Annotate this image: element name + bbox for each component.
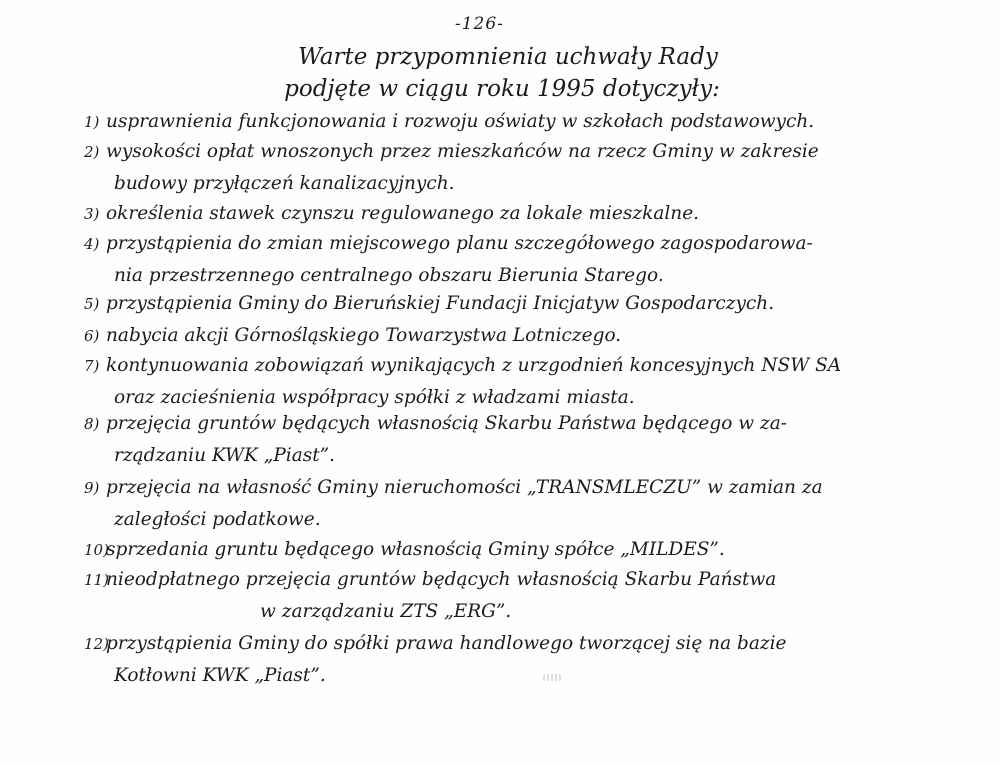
item-number: 12) xyxy=(84,635,109,653)
item-text: określenia stawek czynszu regulowanego za lokale mieszkalne. xyxy=(106,203,700,224)
list-item-1 xyxy=(84,106,924,138)
item-text: nieodpłatnego przejęcia gruntów będących własnością Skarbu Państwa xyxy=(106,569,777,590)
item-number: 4) xyxy=(84,235,100,253)
item-text-continued: budowy przyłączeń kanalizacyjnych. xyxy=(114,173,455,194)
item-text: przystąpienia Gminy do spółki prawa handlowego tworzącej się na bazie xyxy=(106,633,787,654)
item-text: przystąpienia do zmian miejscowego planu szczegółowego zagospodarowa- xyxy=(106,233,813,254)
item-text-continued: Kotłowni KWK „Piast”. xyxy=(114,665,326,686)
list-item-11 xyxy=(84,564,924,628)
list-item-12 xyxy=(84,628,924,692)
list-item-7 xyxy=(84,350,924,414)
list-item-10 xyxy=(84,534,924,566)
item-number: 1) xyxy=(84,113,100,131)
item-text: usprawnienia funkcjonowania i rozwoju oświaty w szkołach podstawowych. xyxy=(106,111,815,132)
list-item-6 xyxy=(84,320,924,352)
list-item-4 xyxy=(84,228,924,292)
item-text: przejęcia gruntów będących własnością Skarbu Państwa będącego w za- xyxy=(106,413,787,434)
item-text-continued: oraz zacieśnienia współpracy spółki z władzami miasta. xyxy=(114,387,635,408)
item-text: przejęcia na własność Gminy nieruchomości „TRANSMLECZU” w zamian za xyxy=(106,477,823,498)
item-number: 7) xyxy=(84,357,100,375)
document-title-line-1: Warte przypomnienia uchwały Rady xyxy=(298,44,718,70)
faint-stamp-mark xyxy=(543,674,563,681)
item-number: 2) xyxy=(84,143,100,161)
document-title-line-2: podjęte w ciągu roku 1995 dotyczyły: xyxy=(284,76,720,102)
page-number: -126- xyxy=(455,14,504,34)
item-number: 8) xyxy=(84,415,100,433)
list-item-2 xyxy=(84,136,924,200)
list-item-5 xyxy=(84,288,924,320)
item-text: przystąpienia Gminy do Bieruńskiej Fundacji Inicjatyw Gospodarczych. xyxy=(106,293,775,314)
list-item-3 xyxy=(84,198,924,230)
item-number: 9) xyxy=(84,479,100,497)
item-text-continued: zaległości podatkowe. xyxy=(114,509,321,530)
item-text-continued: w zarządzaniu ZTS „ERG”. xyxy=(260,601,512,622)
item-number: 10) xyxy=(84,541,109,559)
item-text: nabycia akcji Górnośląskiego Towarzystwa Lotniczego. xyxy=(106,325,622,346)
item-text-continued: rządzaniu KWK „Piast”. xyxy=(114,445,335,466)
list-item-9 xyxy=(84,472,924,536)
item-number: 6) xyxy=(84,327,100,345)
item-number: 3) xyxy=(84,205,100,223)
item-text-continued: nia przestrzennego centralnego obszaru Bierunia Starego. xyxy=(114,265,664,286)
item-text: sprzedania gruntu będącego własnością Gminy spółce „MILDES”. xyxy=(106,539,725,560)
list-item-8 xyxy=(84,408,924,472)
item-number: 11) xyxy=(84,571,109,589)
item-number: 5) xyxy=(84,295,100,313)
item-text: wysokości opłat wnoszonych przez mieszkańców na rzecz Gminy w zakresie xyxy=(106,141,819,162)
item-text: kontynuowania zobowiązań wynikających z urzgodnień koncesyjnych NSW SA xyxy=(106,355,842,376)
